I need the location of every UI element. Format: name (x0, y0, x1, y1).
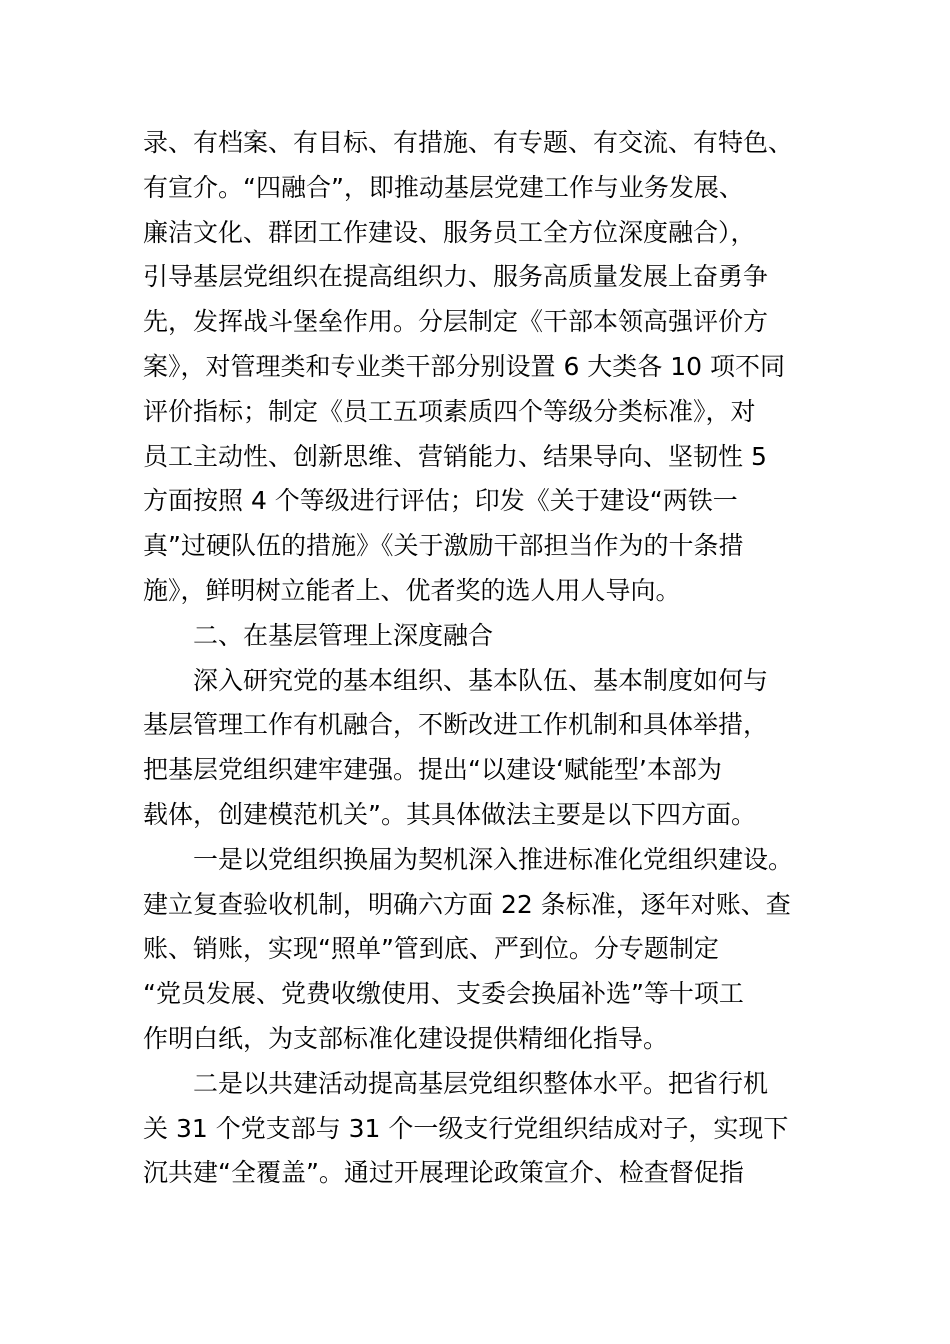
text-line: 作明白纸，为支部标准化建设提供精细化指导。 (143, 1023, 669, 1053)
text-line: 录、有档案、有目标、有措施、有专题、有交流、有特色、 (143, 128, 794, 157)
text-line: 先，发挥战斗堡垒作用。分层制定《干部本领高强评价方 (143, 307, 769, 337)
text-line: 引导基层党组织在提高组织力、服务高质量发展上奋勇争 (143, 262, 769, 292)
text-line: 载体，创建模范机关”。其具体做法主要是以下四方面。 (143, 799, 756, 829)
text-line: 廉洁文化、群团工作建设、服务员工全方位深度融合）， (143, 217, 756, 247)
text-line: 方面按照 4 个等级进行评估；印发《关于建设“两铁一 (143, 486, 738, 516)
text-line: 深入研究党的基本组织、基本队伍、基本制度如何与 (193, 665, 769, 695)
text-line: 施》，鲜明树立能者上、优者奖的选人用人导向。 (143, 575, 681, 605)
text-line: 把基层党组织建牢建强。提出“以建设‘赋能型’本部为 (143, 755, 722, 785)
text-line: 案》，对管理类和专业类干部分别设置 6 大类各 10 项不同 (143, 351, 786, 381)
text-line: 账、销账，实现“照单”管到底、严到位。分专题制定 (143, 934, 719, 964)
text-line: 真”过硬队伍的措施》《关于激励干部担当作为的十条措 (143, 531, 744, 561)
text-line: “党员发展、党费收缴使用、支委会换届补选”等十项工 (143, 979, 744, 1009)
text-line: 基层管理工作有机融合，不断改进工作机制和具体举措， (143, 710, 769, 740)
text-line: 有宣介。“四融合”，即推动基层党建工作与业务发展、 (143, 172, 744, 202)
text-line: 沉共建“全覆盖”。通过开展理论政策宣介、检查督促指 (143, 1158, 744, 1188)
body-text (143, 121, 808, 1196)
text-line: 二是以共建活动提高基层党组织整体水平。把省行机 (193, 1068, 769, 1098)
text-line: 员工主动性、创新思维、营销能力、结果导向、坚韧性 5 (143, 441, 767, 471)
text-line: 建立复查验收机制，明确六方面 22 条标准，逐年对账、查 (143, 889, 791, 919)
text-line: 一是以党组织换届为契机深入推进标准化党组织建设。 (193, 844, 794, 874)
text-line: 评价指标；制定《员工五项素质四个等级分类标准》，对 (143, 396, 756, 426)
text-line: 二、在基层管理上深度融合 (193, 620, 494, 650)
text-line: 关 31 个党支部与 31 个一级支行党组织结成对子，实现下 (143, 1113, 789, 1143)
